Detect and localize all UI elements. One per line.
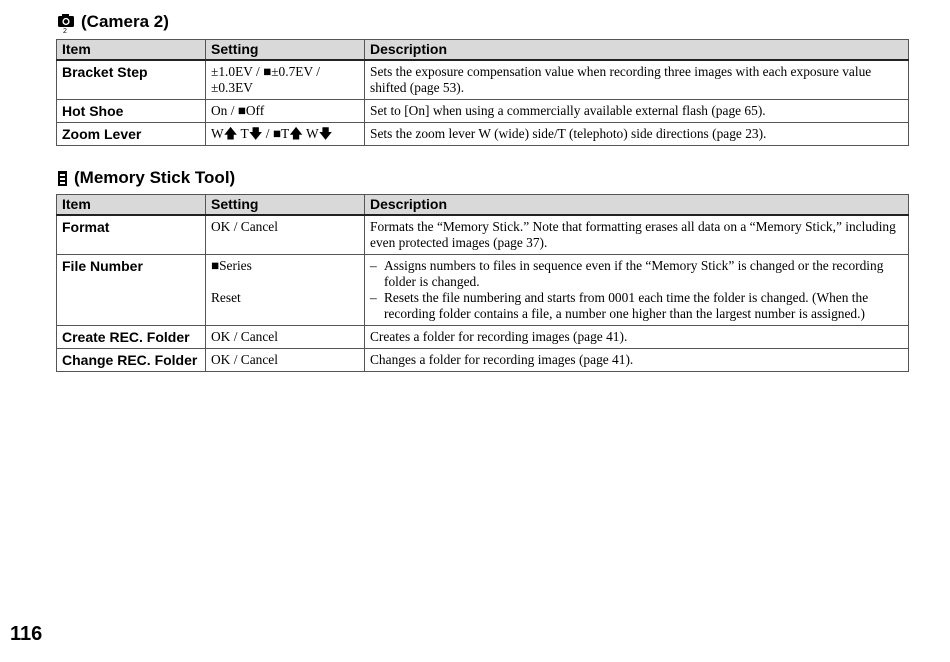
table-row <box>57 349 909 372</box>
row-setting: OK / Cancel <box>206 326 365 349</box>
row-item: Create REC. Folder <box>57 326 206 349</box>
section-title-memory-stick-tool <box>57 168 235 188</box>
row-description: Sets the exposure compensation value when recording three images with each exposure value shifted (page 53). <box>365 60 909 100</box>
page-number: 116 <box>10 623 43 645</box>
header-description: Description <box>365 40 909 61</box>
row-item: Hot Shoe <box>57 100 206 123</box>
header-setting: Setting <box>206 40 365 61</box>
table-row <box>57 215 909 255</box>
setting-series: ■Series <box>211 258 252 273</box>
row-item: Change REC. Folder <box>57 349 206 372</box>
header-description: Description <box>365 195 909 216</box>
memory-stick-icon <box>57 168 68 188</box>
row-description: Formats the “Memory Stick.” Note that formatting erases all data on a “Memory Stick,” including even protected images (page 37). <box>365 215 909 255</box>
row-setting: OK / Cancel <box>206 349 365 372</box>
row-description: Changes a folder for recording images (page 41). <box>365 349 909 372</box>
header-item: Item <box>57 195 206 216</box>
section-title-camera2 <box>57 12 169 35</box>
table-row <box>57 326 909 349</box>
list-item <box>370 290 903 322</box>
dash-bullet: – <box>370 290 377 305</box>
section-title-text: (Camera 2) <box>81 12 169 31</box>
setting-reset: Reset <box>211 290 241 305</box>
section-title-text: (Memory Stick Tool) <box>74 168 236 187</box>
row-item: Format <box>57 215 206 255</box>
row-setting <box>206 255 365 326</box>
memory-stick-tool-table <box>56 194 909 372</box>
row-setting: On / ■Off <box>206 100 365 123</box>
row-setting: W🡅 T🡇 / ■T🡅 W🡇 <box>206 123 365 146</box>
row-item: Bracket Step <box>57 60 206 100</box>
table-header-row <box>57 40 909 61</box>
bullet-text: Resets the file numbering and starts from 0001 each time the folder is changed. (When the recording folder contains a file, a number one higher than the largest number is assigned.) <box>384 290 869 321</box>
table-header-row <box>57 195 909 216</box>
bullet-text: Assigns numbers to files in sequence even if the “Memory Stick” is changed or the recording folder is changed. <box>384 258 884 289</box>
list-item <box>370 258 903 290</box>
camera2-table <box>56 39 909 146</box>
table-row <box>57 123 909 146</box>
row-description <box>365 255 909 326</box>
row-description: Creates a folder for recording images (page 41). <box>365 326 909 349</box>
row-item: File Number <box>57 255 206 326</box>
header-setting: Setting <box>206 195 365 216</box>
row-setting: OK / Cancel <box>206 215 365 255</box>
table-row <box>57 60 909 100</box>
dash-bullet: – <box>370 258 377 273</box>
row-description: Set to [On] when using a commercially available external flash (page 65). <box>365 100 909 123</box>
table-row <box>57 255 909 326</box>
table-row <box>57 100 909 123</box>
row-description: Sets the zoom lever W (wide) side/T (telephoto) side directions (page 23). <box>365 123 909 146</box>
row-item: Zoom Lever <box>57 123 206 146</box>
camera-icon-subscript: 2 <box>63 28 67 35</box>
header-item: Item <box>57 40 206 61</box>
row-setting: ±1.0EV / ■±0.7EV / ±0.3EV <box>206 60 365 100</box>
